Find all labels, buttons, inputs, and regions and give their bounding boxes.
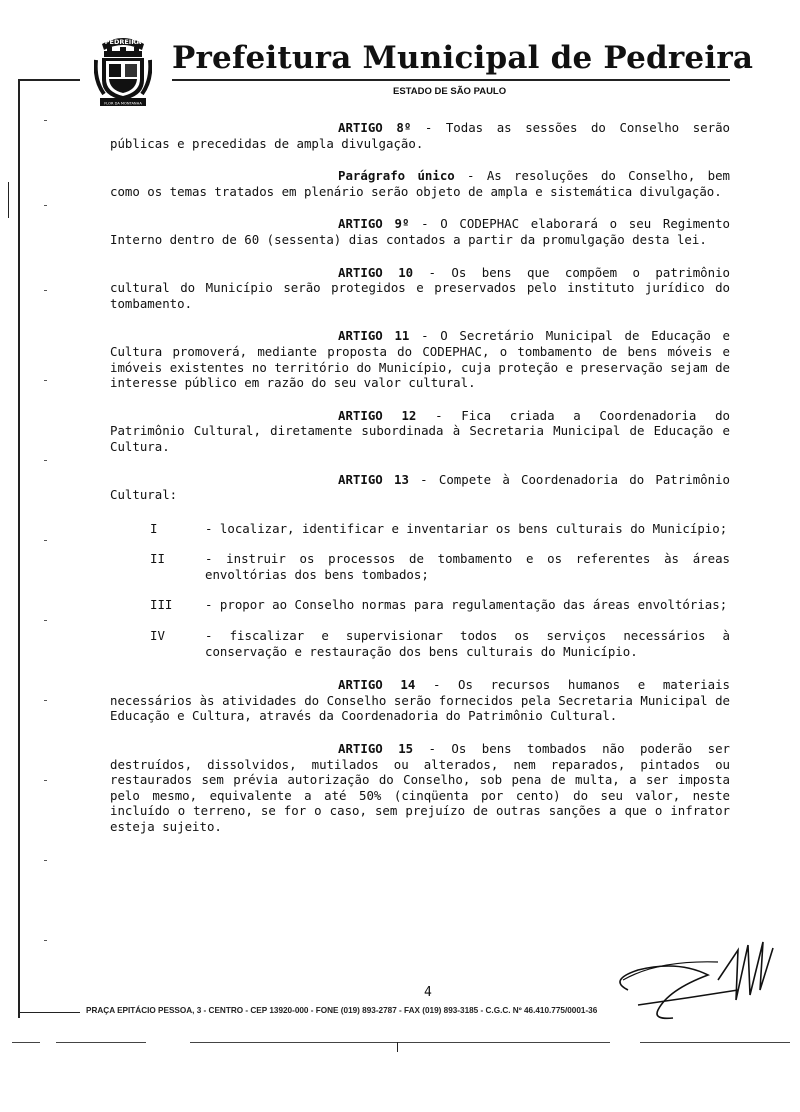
article-text: - Os recursos humanos e materiais necessários às atividades do Conselho serão fornecidos pela Secretaria Municipal de Educação e Cultura, através da Coordenadoria do Patrimônio Cultural. bbox=[110, 677, 730, 724]
article-label: ARTIGO 14 bbox=[338, 677, 416, 693]
item-number: I bbox=[150, 520, 158, 536]
article-8 bbox=[110, 120, 730, 151]
article-8-paragraph bbox=[110, 168, 730, 199]
margin-tick bbox=[44, 700, 47, 701]
item-text: - instruir os processos de tombamento e os referentes às áreas envoltórias dos bens tombados; bbox=[205, 551, 730, 582]
article-14 bbox=[110, 677, 730, 724]
item-text: - propor ao Conselho normas para regulamentação das áreas envoltórias; bbox=[205, 597, 728, 613]
header-rule-left bbox=[18, 79, 80, 81]
page-title: Prefeitura Municipal de Pedreira bbox=[172, 40, 754, 76]
article-13 bbox=[110, 472, 730, 503]
article-label: ARTIGO 11 bbox=[338, 328, 410, 344]
article-12 bbox=[110, 408, 730, 455]
page-subtitle: ESTADO DE SÃO PAULO bbox=[393, 86, 507, 97]
margin-tick bbox=[44, 620, 47, 621]
margin-tick bbox=[44, 940, 47, 941]
article-9 bbox=[110, 216, 730, 247]
bottom-mark bbox=[397, 1042, 398, 1052]
margin-tick bbox=[44, 205, 47, 206]
bottom-dash bbox=[56, 1042, 146, 1043]
list-item bbox=[110, 521, 730, 537]
article-text: - Os bens tombados não poderão ser destruídos, dissolvidos, mutilados ou alterados, nem reparados, pintados ou restaurados sem prévia autorização do Conselho, sob pena de multa, a ser imposta pelo mesmo, equivalente a até 50% (cinqüenta por cento) do seu valor, neste incluído o terreno, se for o caso, sem prejuízo de outras sanções a que o infrator esteja sujeito. bbox=[110, 741, 730, 834]
item-number: II bbox=[150, 551, 165, 567]
left-margin-line bbox=[18, 80, 20, 1018]
article-15 bbox=[110, 741, 730, 835]
footer-rule-left bbox=[18, 1012, 80, 1013]
signature-icon bbox=[598, 930, 788, 1030]
list-item bbox=[110, 628, 730, 659]
article-text: - As resoluções do Conselho, bem como os temas tratados em plenário serão objeto de ampla e sistemática divulgação. bbox=[110, 168, 730, 199]
margin-tick bbox=[44, 120, 47, 121]
article-label: ARTIGO 15 bbox=[338, 741, 414, 757]
list-item bbox=[110, 597, 730, 613]
crest-top-text: PEDREIRA bbox=[104, 38, 142, 46]
article-label: ARTIGO 9º bbox=[338, 216, 410, 232]
page-number: 4 bbox=[424, 985, 432, 1000]
article-label: ARTIGO 10 bbox=[338, 264, 414, 280]
bottom-dash bbox=[640, 1042, 790, 1043]
bottom-dash bbox=[12, 1042, 40, 1043]
article-text: - Compete à Coordenadoria do Patrimônio Cultural: bbox=[110, 471, 730, 503]
article-label: Parágrafo único bbox=[338, 168, 455, 184]
margin-tick bbox=[44, 860, 47, 861]
crest-bottom-text: FLOR DA MONTANHA bbox=[104, 101, 142, 106]
article-label: ARTIGO 12 bbox=[338, 407, 417, 423]
item-text: - fiscalizar e supervisionar todos os serviços necessários à conservação e restauração dos bens culturais do Município. bbox=[205, 628, 730, 659]
list-item bbox=[110, 551, 730, 582]
bottom-dash bbox=[190, 1042, 610, 1043]
item-number: III bbox=[150, 597, 173, 613]
article-label: ARTIGO 13 bbox=[338, 471, 409, 487]
left-margin-mark bbox=[8, 182, 9, 218]
municipal-crest-icon bbox=[94, 30, 152, 108]
article-text: - Fica criada a Coordenadoria do Patrimônio Cultural, diretamente subordinada à Secretaria Municipal de Educação e Cultura. bbox=[110, 407, 730, 454]
article-label: ARTIGO 8º bbox=[338, 120, 412, 135]
margin-tick bbox=[44, 380, 47, 381]
article-10 bbox=[110, 265, 730, 312]
article-text: - Todas as sessões do Conselho serão públicas e precedidas de ampla divulgação. bbox=[110, 120, 731, 151]
article-text: - Os bens que compõem o patrimônio cultural do Município serão protegidos e preservados pelo instituto jurídico do tombamento. bbox=[110, 264, 730, 311]
margin-tick bbox=[44, 460, 47, 461]
header-rule bbox=[172, 79, 730, 81]
margin-tick bbox=[44, 290, 47, 291]
article-text: - O Secretário Municipal de Educação e Cultura promoverá, mediante proposta do CODEPHAC, o tombamento de bens móveis e imóveis existentes no território do Município, cuja proteção e preservação sejam de interesse público em razão do seu valor cultural. bbox=[110, 328, 731, 391]
article-11 bbox=[110, 328, 730, 390]
item-text: - localizar, identificar e inventariar os bens culturais do Município; bbox=[205, 520, 728, 536]
article-text: - O CODEPHAC elaborará o seu Regimento Interno dentro de 60 (sessenta) dias contados a partir da promulgação desta lei. bbox=[110, 216, 731, 247]
document-body bbox=[110, 120, 730, 852]
margin-tick bbox=[44, 780, 47, 781]
footer-address: PRAÇA EPITÁCIO PESSOA, 3 - CENTRO - CEP 13920-000 - FONE (019) 893-2787 - FAX (019) 893-3185 - C.G.C. Nº 46.410.775/0001-36 bbox=[86, 1006, 598, 1015]
item-number: IV bbox=[150, 628, 165, 644]
margin-tick bbox=[44, 540, 47, 541]
